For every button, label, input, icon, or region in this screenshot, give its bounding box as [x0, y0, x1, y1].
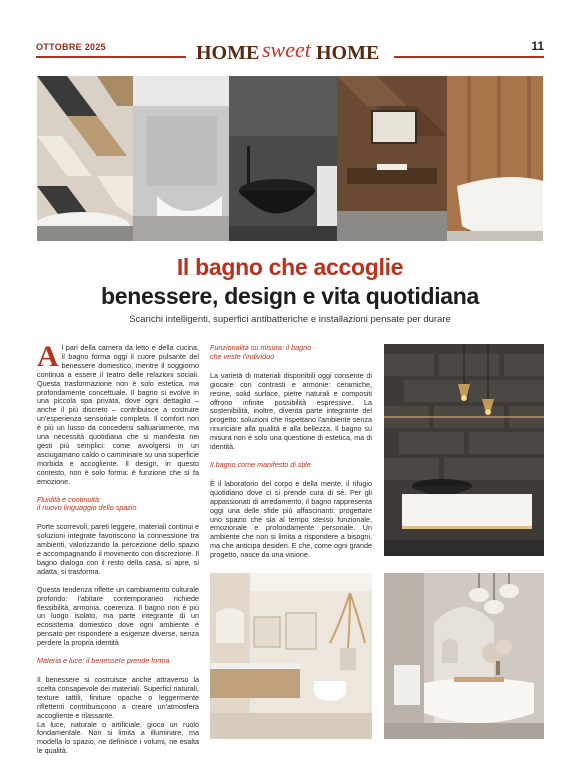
text-column-2	[210, 344, 372, 569]
section-heading-funzionalita	[210, 344, 372, 362]
issue-date: OTTOBRE 2025	[36, 42, 106, 52]
hero-bathroom-collage	[37, 76, 543, 241]
intro-paragraph	[37, 340, 199, 487]
header-rule-left	[36, 56, 186, 58]
page-number: 11	[531, 39, 544, 53]
section-heading-materia: Materia e luce: il benessere prende forma	[37, 656, 170, 666]
section-heading-line: il nuovo linguaggio dello spazio	[37, 503, 137, 513]
magazine-logo	[196, 37, 386, 68]
body-paragraph: La luce, naturale o artificiale, gioca un ruolo fondamentale. Non si limita a illuminare, ma modella lo spazio, ne definisce i volumi, ne esalta le qualità.	[37, 719, 199, 756]
section-heading-line: Fluidità e continuità:	[37, 494, 101, 504]
page-header	[0, 0, 580, 72]
body-paragraph: La varietà di materiali disponibili oggi consente di giocare con contrasti e armonie: ceramiche, resine, solid surface, pietre naturali e compositi offrono infinite possibilità espressive. La sostenibilità, inoltre, diventa parte integrante del progetto: soluzioni che rispettano l'ambiente senza rinunciare alla qualità e alla bellezza. Il bagno su misura non è solo una questione di estetica, ma di identità.	[210, 370, 372, 452]
hero-panel-marble	[37, 76, 133, 241]
text-column-1	[37, 340, 199, 765]
hero-panel-dark	[229, 76, 337, 241]
section-heading-stile: Il bagno come manifesto di stile	[210, 459, 311, 469]
photo-light-bathroom	[210, 573, 372, 739]
article-title-line-2: benessere, design e vita quotidiana	[100, 283, 480, 309]
logo-part-2: sweet	[262, 37, 311, 62]
body-paragraph: Il benessere si costruisce anche attraverso la scelta consapevole dei materiali. Superfici naturali, texture tattili, finiture opache o leggermente riflettenti contribuiscono a creare un'atmosfera accogliente e rilassante.	[37, 675, 199, 720]
hero-panel-natural	[447, 76, 543, 241]
drop-cap: A	[37, 340, 59, 373]
body-paragraph: È il laboratorio del corpo e della mente, il rifugio quotidiano dove ci si prende cura di sé. Per gli appassionati di arredamento, il bagno rappresenta oggi una delle sfide più affascinanti: progettare uno spazio che sia al tempo stesso funzionale, emozionale e profondamente personale. Un ambiente che non si limita a rispondere a bisogni, ma che anticipa desideri. E che, come ogni grande progetto, nasce da una visione.	[210, 478, 372, 560]
hero-panel-white	[133, 76, 229, 241]
article-subtitle: Scarichi intelligenti, superfici antibatteriche e installazioni pensate per durare	[129, 314, 451, 325]
section-heading-fluidita	[37, 496, 199, 514]
body-paragraph: Porte scorrevoli, pareti leggere, materiali continui e soluzioni integrate favoriscono la connessione tra ambienti, valorizzando la percezione dello spazio e accompagnando il movimento con discrezione. Il bagno dialoga con il resto della casa, si apre, si adatta, si trasforma.	[37, 522, 199, 576]
photo-arched-bathroom	[384, 573, 544, 739]
header-rule-right	[394, 56, 544, 58]
intro-text: l pari della camera da letto e della cucina, il bagno forma oggi il cuore pulsante del benessere domestico, mentre il soggiorno continua a essere il teatro delle relazioni sociali. Questa trasformazione non è solo estetica, ma profondamente concettuale. Il bagno si evolve in una piccola spa privata, dove ogni dettaglio – anche il più discreto – contribuisce a costruire un'esperienza sensoriale completa. Il comfort non è più un lusso da concedersi saltuariamente, ma una necessità quotidiana che si manifesta nei gesti più semplici: come avvolgersi in un asciugamano caldo o camminare su una superficie morbida e accogliente. Il design, in questo contesto, non è solo forma: è funzione che sì fa emozione.	[37, 343, 199, 486]
photo-stone-wall-basin	[384, 344, 544, 556]
body-paragraph: Questa tendenza riflette un cambiamento culturale profondo: l'abitare contemporaneo richiede flessibilità, armonia, coerenza. Il bagno non è più un luogo isolato, ma parte integrante di un ecosistema domestico dove ogni ambiente è pensato per rispondere a esigenze diverse, senza perdere la propria identità	[37, 584, 199, 648]
logo-part-1: HOME	[196, 42, 260, 64]
article-title-line-1: Il bagno che accoglie	[176, 254, 404, 280]
section-heading-line: che veste l'individuo	[210, 351, 275, 361]
hero-panel-wood	[337, 76, 447, 241]
logo-part-3: HOME	[316, 42, 380, 64]
section-heading-line: Funzionalità su misura: il bagno	[210, 343, 312, 352]
